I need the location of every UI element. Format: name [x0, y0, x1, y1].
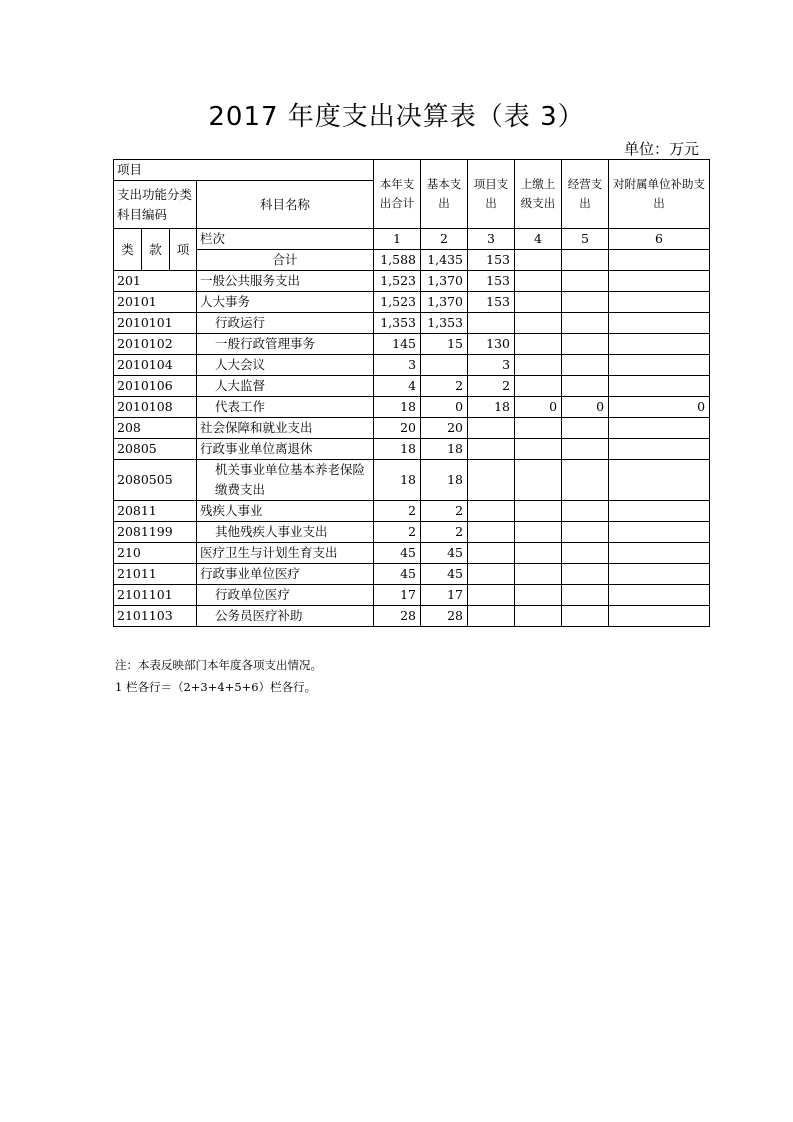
row-c1: 3 — [374, 355, 421, 376]
row-c2: 18 — [421, 439, 468, 460]
row-c4 — [515, 355, 562, 376]
row-c6 — [609, 355, 710, 376]
row-c2: 28 — [421, 606, 468, 627]
row-name: 社会保障和就业支出 — [197, 418, 374, 439]
table-row — [114, 564, 710, 585]
table-row — [114, 543, 710, 564]
row-c3 — [468, 543, 515, 564]
row-c6 — [609, 585, 710, 606]
row-c4 — [515, 313, 562, 334]
row-c4 — [515, 418, 562, 439]
total-row — [114, 250, 710, 271]
row-c4 — [515, 564, 562, 585]
row-c1: 1,523 — [374, 292, 421, 313]
row-c5 — [562, 460, 609, 501]
row-c1: 20 — [374, 418, 421, 439]
row-name: 一般公共服务支出 — [197, 271, 374, 292]
row-c3 — [468, 606, 515, 627]
row-c3 — [468, 418, 515, 439]
row-name: 医疗卫生与计划生育支出 — [197, 543, 374, 564]
row-c3 — [468, 501, 515, 522]
header-lanci: 栏次 — [197, 229, 374, 250]
row-c6 — [609, 501, 710, 522]
row-c5 — [562, 585, 609, 606]
row-code: 2101103 — [114, 606, 197, 627]
row-c2: 18 — [421, 460, 468, 501]
row-code: 2010104 — [114, 355, 197, 376]
row-c6 — [609, 313, 710, 334]
row-name: 人大会议 — [197, 355, 374, 376]
table-row — [114, 376, 710, 397]
row-name: 其他残疾人事业支出 — [197, 522, 374, 543]
row-c5 — [562, 271, 609, 292]
row-name: 人大监督 — [197, 376, 374, 397]
header-col2: 基本支出 — [421, 160, 468, 229]
table-row — [114, 292, 710, 313]
row-c5 — [562, 543, 609, 564]
table-row — [114, 313, 710, 334]
total-c3: 153 — [468, 250, 515, 271]
row-name: 行政事业单位医疗 — [197, 564, 374, 585]
row-name: 行政事业单位离退休 — [197, 439, 374, 460]
page-title: 2017 年度支出决算表（表 3） — [208, 102, 585, 132]
row-c3: 153 — [468, 292, 515, 313]
row-code: 2081199 — [114, 522, 197, 543]
row-c5 — [562, 606, 609, 627]
note-line-2: 1 栏各行＝（2+3+4+5+6）栏各行。 — [115, 680, 317, 694]
row-c3 — [468, 460, 515, 501]
row-c5 — [562, 292, 609, 313]
row-c2: 45 — [421, 564, 468, 585]
row-name: 一般行政管理事务 — [197, 334, 374, 355]
row-c3: 153 — [468, 271, 515, 292]
row-c6 — [609, 418, 710, 439]
row-c2: 1,370 — [421, 292, 468, 313]
row-c6 — [609, 439, 710, 460]
row-c1: 2 — [374, 501, 421, 522]
row-c6 — [609, 334, 710, 355]
col-number-1: 1 — [374, 229, 421, 250]
row-c5 — [562, 564, 609, 585]
row-c5 — [562, 355, 609, 376]
row-c3: 3 — [468, 355, 515, 376]
row-c3: 18 — [468, 397, 515, 418]
row-c2: 45 — [421, 543, 468, 564]
row-c6 — [609, 460, 710, 501]
row-c6 — [609, 292, 710, 313]
row-c1: 45 — [374, 564, 421, 585]
row-c3: 130 — [468, 334, 515, 355]
row-c2: 15 — [421, 334, 468, 355]
row-c5 — [562, 334, 609, 355]
row-c4 — [515, 292, 562, 313]
row-c1: 18 — [374, 439, 421, 460]
header-xiangmu: 项目 — [114, 160, 374, 181]
table-row — [114, 397, 710, 418]
row-c2: 17 — [421, 585, 468, 606]
row-c6 — [609, 376, 710, 397]
table-row — [114, 439, 710, 460]
row-name: 行政运行 — [197, 313, 374, 334]
row-c5 — [562, 522, 609, 543]
col-number-4: 4 — [515, 229, 562, 250]
row-c1: 1,353 — [374, 313, 421, 334]
row-c4 — [515, 585, 562, 606]
row-code: 201 — [114, 271, 197, 292]
col-number-6: 6 — [609, 229, 710, 250]
row-code: 208 — [114, 418, 197, 439]
row-c1: 4 — [374, 376, 421, 397]
header-xiang: 项 — [170, 229, 197, 271]
row-c1: 18 — [374, 460, 421, 501]
header-kuan: 款 — [142, 229, 170, 271]
header-col1: 本年支出合计 — [374, 160, 421, 229]
table-row — [114, 606, 710, 627]
table-row — [114, 334, 710, 355]
row-c1: 18 — [374, 397, 421, 418]
expenditure-table — [113, 159, 710, 627]
header-col3: 项目支出 — [468, 160, 515, 229]
row-name: 公务员医疗补助 — [197, 606, 374, 627]
header-col4: 上缴上级支出 — [515, 160, 562, 229]
row-c6 — [609, 564, 710, 585]
row-code: 210 — [114, 543, 197, 564]
row-c1: 1,523 — [374, 271, 421, 292]
table-row — [114, 522, 710, 543]
row-code: 20101 — [114, 292, 197, 313]
col-number-3: 3 — [468, 229, 515, 250]
row-code: 2080505 — [114, 460, 197, 501]
row-c4 — [515, 460, 562, 501]
row-c3 — [468, 439, 515, 460]
row-c2 — [421, 355, 468, 376]
unit-label: 单位：万元 — [623, 140, 699, 158]
table-header — [114, 160, 710, 271]
row-name: 行政单位医疗 — [197, 585, 374, 606]
row-name: 残疾人事业 — [197, 501, 374, 522]
header-code: 支出功能分类科目编码 — [114, 181, 197, 229]
row-c2: 0 — [421, 397, 468, 418]
row-c1: 28 — [374, 606, 421, 627]
row-c4 — [515, 439, 562, 460]
row-code: 21011 — [114, 564, 197, 585]
row-c5 — [562, 376, 609, 397]
row-code: 20811 — [114, 501, 197, 522]
row-c6: 0 — [609, 397, 710, 418]
row-c1: 17 — [374, 585, 421, 606]
row-name: 代表工作 — [197, 397, 374, 418]
total-c2: 1,435 — [421, 250, 468, 271]
row-c2: 20 — [421, 418, 468, 439]
row-c3: 2 — [468, 376, 515, 397]
row-c1: 45 — [374, 543, 421, 564]
total-c6 — [609, 250, 710, 271]
total-c5 — [562, 250, 609, 271]
header-lei: 类 — [114, 229, 142, 271]
row-c6 — [609, 271, 710, 292]
row-c5 — [562, 313, 609, 334]
row-c2: 2 — [421, 501, 468, 522]
table-row — [114, 501, 710, 522]
row-c4 — [515, 376, 562, 397]
row-c1: 2 — [374, 522, 421, 543]
row-name: 机关事业单位基本养老保险缴费支出 — [197, 460, 374, 501]
row-c3 — [468, 585, 515, 606]
row-code: 2101101 — [114, 585, 197, 606]
table-body — [114, 271, 710, 627]
col-number-5: 5 — [562, 229, 609, 250]
note-line-1: 注：本表反映部门本年度各项支出情况。 — [115, 658, 322, 672]
row-c5: 0 — [562, 397, 609, 418]
total-c4 — [515, 250, 562, 271]
row-c2: 2 — [421, 376, 468, 397]
row-name: 人大事务 — [197, 292, 374, 313]
row-c6 — [609, 543, 710, 564]
total-label: 合计 — [197, 250, 374, 271]
row-c6 — [609, 606, 710, 627]
row-c5 — [562, 418, 609, 439]
header-col6: 对附属单位补助支出 — [609, 160, 710, 229]
row-c3 — [468, 313, 515, 334]
row-c6 — [609, 522, 710, 543]
header-name: 科目名称 — [197, 181, 374, 229]
row-code: 20805 — [114, 439, 197, 460]
row-c3 — [468, 522, 515, 543]
total-c1: 1,588 — [374, 250, 421, 271]
header-col5: 经营支出 — [562, 160, 609, 229]
col-number-2: 2 — [421, 229, 468, 250]
row-c4 — [515, 606, 562, 627]
row-c4 — [515, 501, 562, 522]
row-c5 — [562, 501, 609, 522]
row-c4 — [515, 334, 562, 355]
table-row — [114, 418, 710, 439]
table-row — [114, 271, 710, 292]
row-c4 — [515, 543, 562, 564]
row-c4 — [515, 271, 562, 292]
table-row — [114, 460, 710, 501]
table-row — [114, 355, 710, 376]
row-c2: 2 — [421, 522, 468, 543]
row-c2: 1,353 — [421, 313, 468, 334]
row-c2: 1,370 — [421, 271, 468, 292]
row-code: 2010106 — [114, 376, 197, 397]
row-c4: 0 — [515, 397, 562, 418]
row-code: 2010102 — [114, 334, 197, 355]
row-c3 — [468, 564, 515, 585]
row-code: 2010101 — [114, 313, 197, 334]
row-c1: 145 — [374, 334, 421, 355]
row-c4 — [515, 522, 562, 543]
row-code: 2010108 — [114, 397, 197, 418]
table-row — [114, 585, 710, 606]
row-c5 — [562, 439, 609, 460]
